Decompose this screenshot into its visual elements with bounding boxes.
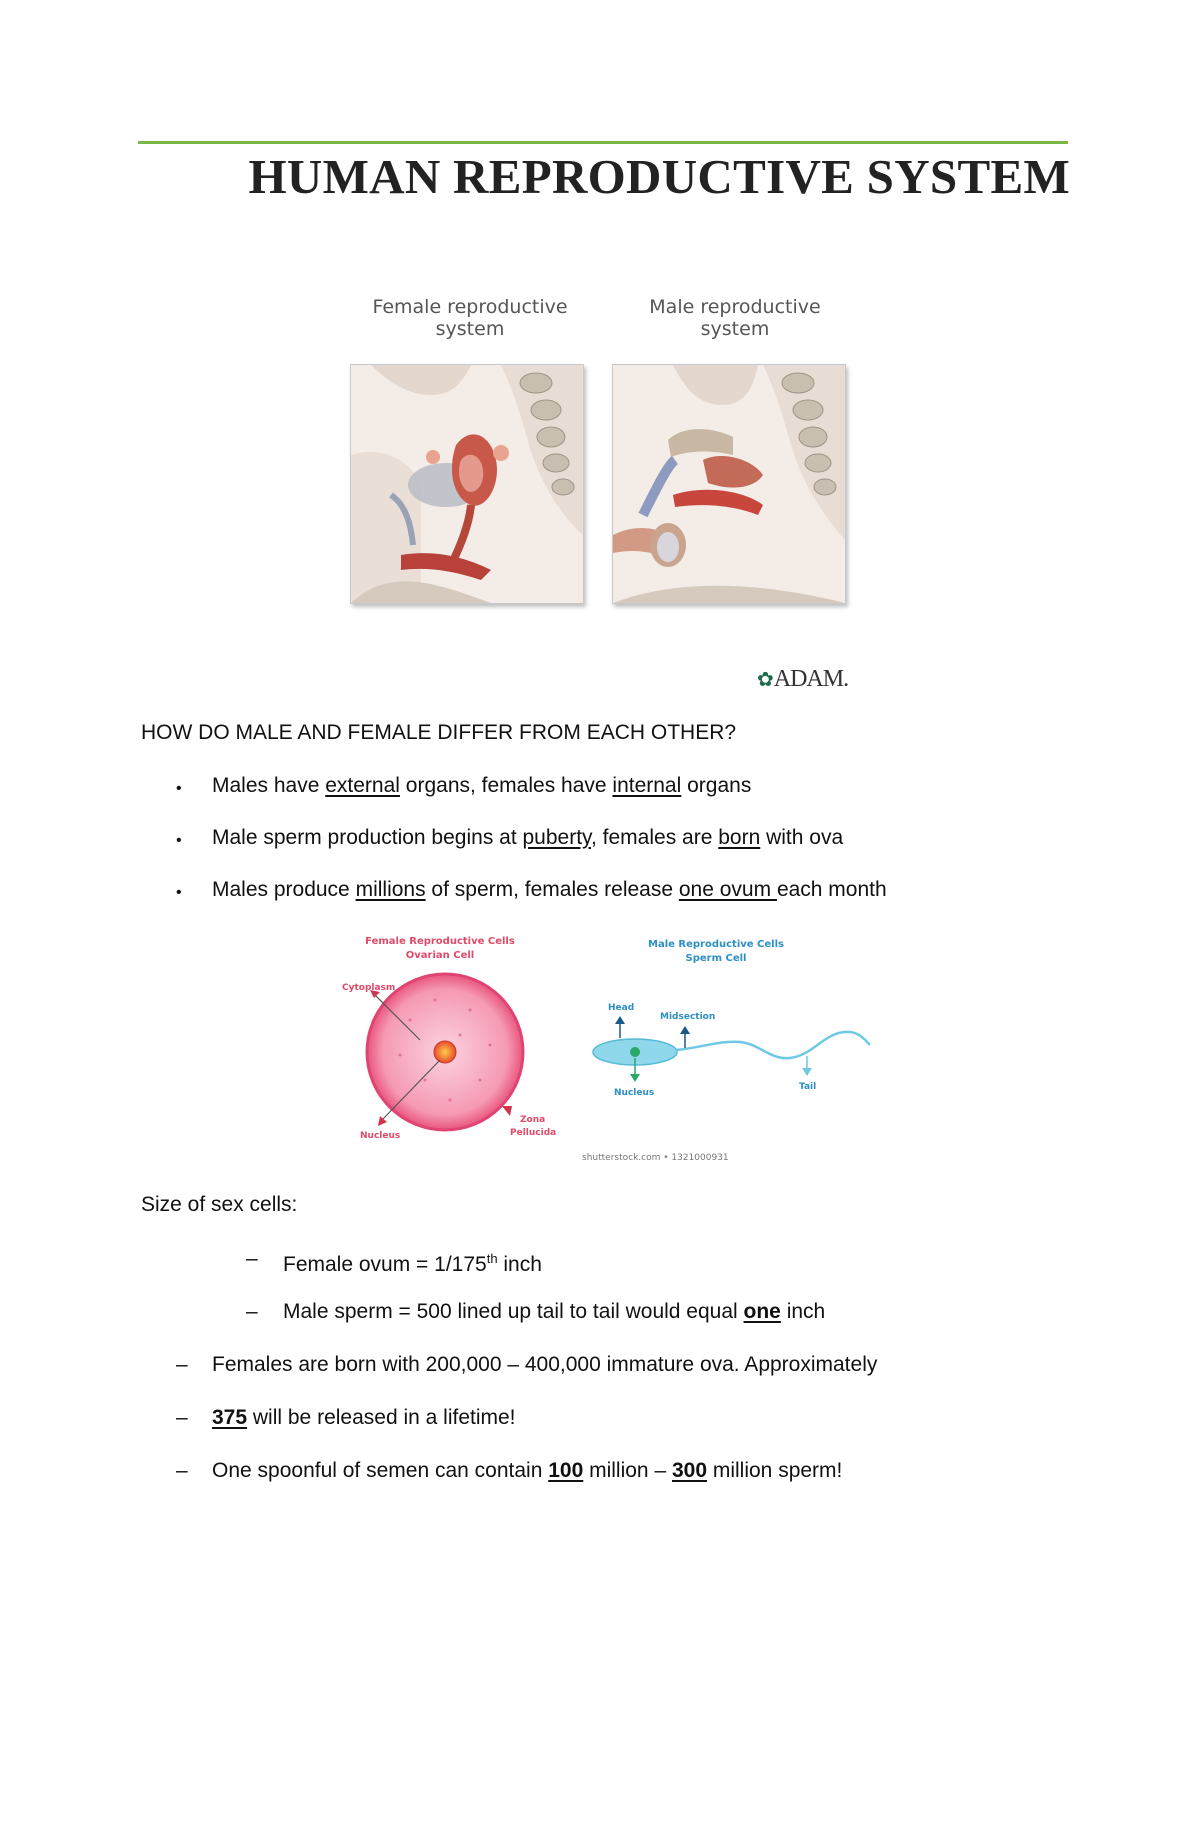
midsection-label: Midsection xyxy=(660,1012,716,1022)
female-cells-title: Female Reproductive Cells xyxy=(365,936,515,947)
arrow-icon xyxy=(680,1026,690,1034)
list-item xyxy=(176,826,182,854)
underlined-text: 375 xyxy=(212,1406,248,1429)
underlined-text: 100 xyxy=(548,1459,584,1482)
ovum-nucleus-label: Nucleus xyxy=(360,1131,401,1141)
text: Males have xyxy=(212,774,326,797)
text: inch xyxy=(497,1253,542,1276)
arrow-icon xyxy=(378,1116,387,1126)
bullet-icon: • xyxy=(176,884,182,901)
female-system-caption: Female reproductive system xyxy=(372,296,568,340)
zona-label-line1: Zona xyxy=(520,1115,546,1125)
section1-heading: HOW DO MALE AND FEMALE DIFFER FROM EACH OTHER? xyxy=(141,721,737,744)
male-system-caption: Male reproductive system xyxy=(649,296,821,340)
list-item xyxy=(212,1458,842,1484)
adam-credit-text: ADAM. xyxy=(773,666,849,692)
shutterstock-credit: shutterstock.com • 1321000931 xyxy=(582,1153,729,1163)
bullet-icon: • xyxy=(176,832,182,849)
bullet-icon: • xyxy=(176,780,182,797)
text: inch xyxy=(780,1300,826,1323)
superscript: th xyxy=(486,1251,498,1266)
dash-icon: – xyxy=(176,1353,188,1376)
text: each month xyxy=(776,878,887,901)
dash-icon: – xyxy=(246,1247,258,1270)
text: Male sperm = 500 lined up tail to tail would equal xyxy=(283,1300,744,1323)
dash-icon: – xyxy=(176,1459,188,1482)
adam-credit-logo xyxy=(757,666,848,693)
list-item xyxy=(212,825,843,851)
arrow-icon xyxy=(502,1106,512,1116)
list-item xyxy=(176,774,182,802)
dash-icon: – xyxy=(246,1300,258,1323)
underlined-text: external xyxy=(325,774,400,797)
text: million sperm! xyxy=(707,1459,843,1482)
cytoplasm-label: Cytoplasm xyxy=(342,983,396,993)
page-title: HUMAN REPRODUCTIVE SYSTEM xyxy=(248,149,1070,204)
section2-heading: Size of sex cells: xyxy=(141,1193,298,1216)
text: of sperm, females release xyxy=(425,878,679,901)
underlined-text: 300 xyxy=(671,1459,708,1482)
underlined-text: millions xyxy=(355,878,426,901)
zona-label-line2: Pellucida xyxy=(510,1128,557,1138)
sex-cells-image xyxy=(330,930,870,1170)
text: Males produce xyxy=(212,878,356,901)
male-cells-title: Male Reproductive Cells xyxy=(648,939,784,950)
arrow-icon xyxy=(802,1068,812,1076)
underlined-text: puberty xyxy=(522,826,591,849)
list-item xyxy=(176,878,182,906)
male-anatomy-image xyxy=(612,364,846,604)
arrow-icon xyxy=(615,1016,625,1024)
text: , females are xyxy=(591,826,719,849)
text: Female ovum = 1/175 xyxy=(283,1253,487,1276)
sperm-nucleus xyxy=(630,1047,640,1057)
sperm-nucleus-label: Nucleus xyxy=(614,1088,655,1098)
leaf-icon: ✿ xyxy=(757,669,773,691)
tail-label: Tail xyxy=(799,1082,817,1092)
list-item: Females are born with 200,000 – 400,000 immature ova. Approximately xyxy=(212,1353,878,1376)
ovum-nucleus xyxy=(434,1041,456,1063)
underlined-text: one xyxy=(743,1300,781,1323)
underlined-text: one ovum xyxy=(678,878,777,901)
title-rule xyxy=(138,141,1068,144)
text: organs, females have xyxy=(399,774,613,797)
arrow-icon xyxy=(630,1074,640,1082)
text: with ova xyxy=(760,826,844,849)
underlined-text: internal xyxy=(612,774,682,797)
text: organs xyxy=(681,774,752,797)
head-label: Head xyxy=(608,1003,635,1013)
list-item xyxy=(212,1405,516,1431)
text: Male sperm production begins at xyxy=(212,826,523,849)
text: One spoonful of semen can contain xyxy=(212,1459,549,1482)
male-cells-subtitle: Sperm Cell xyxy=(685,953,747,964)
text: million – xyxy=(583,1459,672,1482)
text: will be released in a lifetime! xyxy=(247,1406,516,1429)
list-item xyxy=(212,773,751,799)
underlined-text: born xyxy=(718,826,761,849)
dash-icon: – xyxy=(176,1406,188,1429)
female-anatomy-image xyxy=(350,364,584,604)
list-item xyxy=(283,1246,542,1278)
sperm-tail xyxy=(676,1032,870,1058)
list-item xyxy=(283,1299,825,1325)
list-item xyxy=(212,877,887,903)
female-cells-subtitle: Ovarian Cell xyxy=(405,950,475,961)
